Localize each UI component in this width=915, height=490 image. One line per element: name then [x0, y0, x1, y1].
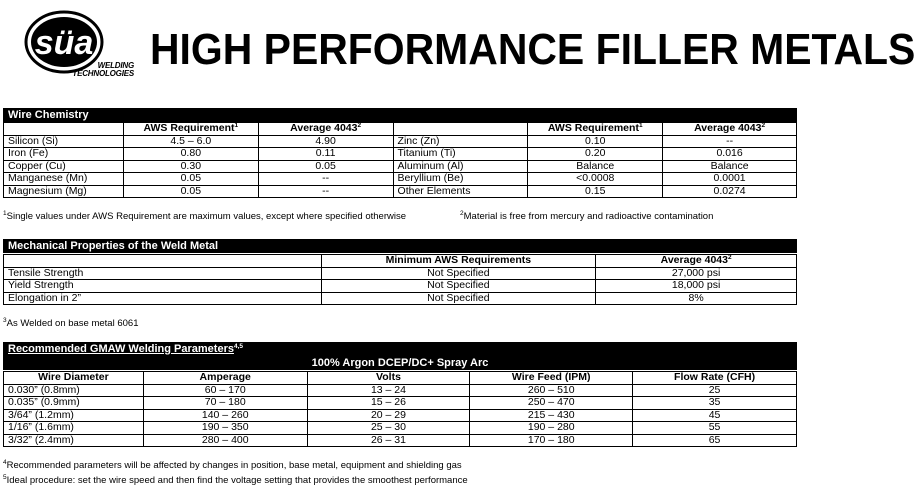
wire-chemistry-table: [3, 122, 797, 198]
property-name: Tensile Strength: [4, 267, 322, 280]
col-average-4043: Average 4043$^2$: [663, 123, 797, 136]
avg-value: 0.016: [663, 148, 797, 161]
aws-value: 0.30: [123, 160, 258, 173]
footnote-2: $^2$Material is free from mercury and radioactive contamination: [460, 210, 714, 222]
flow-rate: 55: [633, 422, 797, 435]
table-row: [4, 267, 797, 280]
wire-diameter: 0.035” (0.9mm): [4, 397, 144, 410]
mechanical-properties-heading: Mechanical Properties of the Weld Metal: [3, 239, 797, 253]
avg-value: --: [663, 135, 797, 148]
table-header-row: [4, 372, 797, 385]
element-name: Manganese (Mn): [4, 173, 124, 186]
col-aws-requirement: AWS Requirement$^1$: [123, 123, 258, 136]
table-row: [4, 160, 797, 173]
footnote-1: $^1$Single values under AWS Requirement are maximum values, except where specified otherwise: [3, 210, 406, 222]
volts: 20 – 29: [307, 409, 470, 422]
col-average-4043: Average 4043$^2$: [596, 255, 797, 268]
table-row: [4, 409, 797, 422]
avg-value: 8%: [596, 292, 797, 305]
avg-value: 0.0274: [663, 185, 797, 198]
table-row: [4, 280, 797, 293]
aws-value: 0.05: [123, 173, 258, 186]
aws-value: Balance: [528, 160, 663, 173]
element-name: Silicon (Si): [4, 135, 124, 148]
wire-feed: 250 – 470: [470, 397, 633, 410]
col-amperage: Amperage: [143, 372, 307, 385]
flow-rate: 65: [633, 434, 797, 447]
element-name: Beryllium (Be): [393, 173, 528, 186]
min-value: Not Specified: [321, 280, 596, 293]
page-header: [0, 0, 915, 96]
col-wire-feed: Wire Feed (IPM): [470, 372, 633, 385]
wire-feed: 170 – 180: [470, 434, 633, 447]
avg-value: --: [258, 173, 393, 186]
wire-diameter: 0.030” (0.8mm): [4, 384, 144, 397]
aws-value: 0.80: [123, 148, 258, 161]
col-aws-requirement: AWS Requirement$^1$: [528, 123, 663, 136]
flow-rate: 25: [633, 384, 797, 397]
footnote-3: $^3$As Welded on base metal 6061: [3, 317, 139, 329]
avg-value: 18,000 psi: [596, 280, 797, 293]
flow-rate: 35: [633, 397, 797, 410]
wire-diameter: 3/32” (2.4mm): [4, 434, 144, 447]
wire-feed: 260 – 510: [470, 384, 633, 397]
element-name: Other Elements: [393, 185, 528, 198]
volts: 15 – 26: [307, 397, 470, 410]
table-row: [4, 135, 797, 148]
table-row: [4, 384, 797, 397]
avg-value: 0.11: [258, 148, 393, 161]
min-value: Not Specified: [321, 267, 596, 280]
aws-value: 0.20: [528, 148, 663, 161]
table-row: [4, 173, 797, 186]
amperage: 190 – 350: [143, 422, 307, 435]
element-name: Copper (Cu): [4, 160, 124, 173]
amperage: 280 – 400: [143, 434, 307, 447]
min-value: Not Specified: [321, 292, 596, 305]
aws-value: <0.0008: [528, 173, 663, 186]
wire-chemistry-heading: Wire Chemistry: [3, 108, 797, 122]
volts: 13 – 24: [307, 384, 470, 397]
avg-value: 27,000 psi: [596, 267, 797, 280]
aws-value: 0.05: [123, 185, 258, 198]
avg-value: 0.05: [258, 160, 393, 173]
aws-value: 4.5 – 6.0: [123, 135, 258, 148]
aws-value: 0.10: [528, 135, 663, 148]
table-header-row: [4, 255, 797, 268]
gmaw-subheading: 100% Argon DCEP/DC+ Spray Arc: [3, 356, 797, 370]
amperage: 140 – 260: [143, 409, 307, 422]
table-row: [4, 292, 797, 305]
volts: 25 – 30: [307, 422, 470, 435]
volts: 26 – 31: [307, 434, 470, 447]
element-name: Titanium (Ti): [393, 148, 528, 161]
gmaw-parameters-table: [3, 371, 797, 447]
col-volts: Volts: [307, 372, 470, 385]
wire-diameter: 3/64” (1.2mm): [4, 409, 144, 422]
col-average-4043: Average 4043$^2$: [258, 123, 393, 136]
avg-value: 0.0001: [663, 173, 797, 186]
amperage: 60 – 170: [143, 384, 307, 397]
wire-diameter: 1/16” (1.6mm): [4, 422, 144, 435]
mechanical-properties-table: [3, 254, 797, 305]
property-name: Yield Strength: [4, 280, 322, 293]
table-row: [4, 397, 797, 410]
amperage: 70 – 180: [143, 397, 307, 410]
flow-rate: 45: [633, 409, 797, 422]
element-name: Aluminum (Al): [393, 160, 528, 173]
sua-logo: [22, 6, 134, 94]
footnote-5: $^5$Ideal procedure: set the wire speed and then find the voltage setting that provides the smoothest performance: [3, 474, 468, 486]
avg-value: --: [258, 185, 393, 198]
table-row: [4, 422, 797, 435]
aws-value: 0.15: [528, 185, 663, 198]
element-name: Zinc (Zn): [393, 135, 528, 148]
property-name: Elongation in 2”: [4, 292, 322, 305]
page-title: HIGH PERFORMANCE FILLER METALS: [150, 25, 915, 74]
footnote-4: $^4$Recommended parameters will be affected by changes in position, base metal, equipment and shielding gas: [3, 459, 462, 471]
col-flow-rate: Flow Rate (CFH): [633, 372, 797, 385]
wire-feed: 215 – 430: [470, 409, 633, 422]
col-minimum-aws: Minimum AWS Requirements: [321, 255, 596, 268]
element-name: Iron (Fe): [4, 148, 124, 161]
table-row: [4, 434, 797, 447]
table-row: [4, 185, 797, 198]
element-name: Magnesium (Mg): [4, 185, 124, 198]
logo-subtitle: WELDING TECHNOLOGIES: [72, 61, 134, 78]
svg-text:süa: süa: [34, 24, 94, 62]
table-header-row: [4, 123, 797, 136]
table-row: [4, 148, 797, 161]
gmaw-heading: Recommended GMAW Welding Parameters$^{4,5}$: [3, 342, 797, 356]
col-wire-diameter: Wire Diameter: [4, 372, 144, 385]
avg-value: Balance: [663, 160, 797, 173]
avg-value: 4.90: [258, 135, 393, 148]
wire-feed: 190 – 280: [470, 422, 633, 435]
